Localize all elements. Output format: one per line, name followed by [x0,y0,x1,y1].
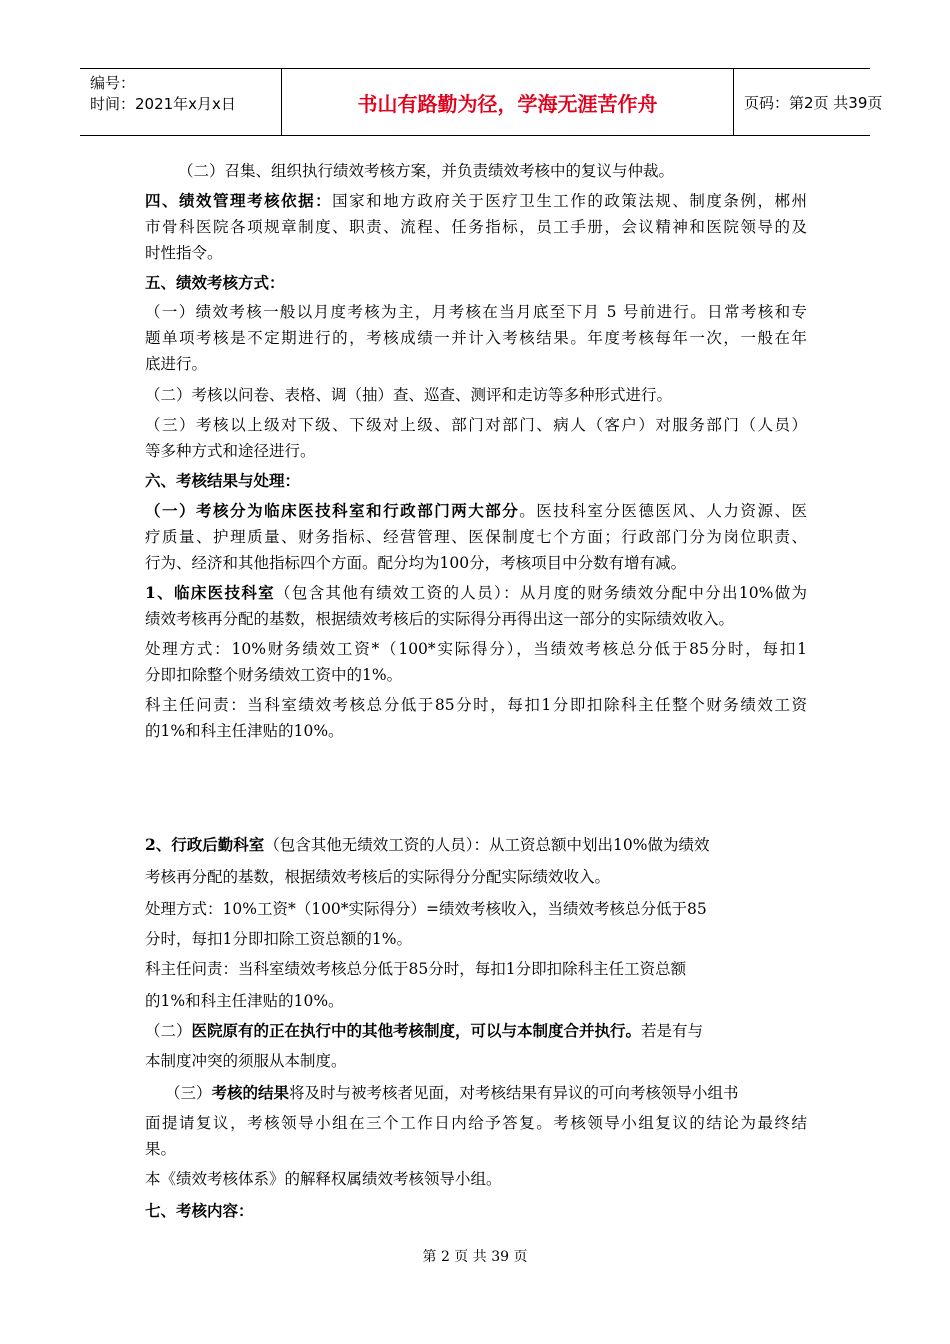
paragraph-line: （二）考核以问卷、表格、调（抽）查、巡查、测评和走访等多种形式进行。 [145,386,673,404]
paragraph-line: 时性指令。 [145,244,223,262]
paragraph-line: （二）医院原有的正在执行中的其他考核制度，可以与本制度合并执行。若是有与 [145,1021,704,1040]
paragraph-line: 果。 [145,1140,177,1158]
paragraph-line: 绩效考核再分配的基数，根据绩效考核后的实际得分再得出这一部分的实际绩效收入。 [145,610,735,628]
paragraph-line: 底进行。 [145,355,208,373]
paragraph-line: 题单项考核是不定期进行的，考核成绩一并计入考核结果。年度考核每年一次，一般在年 [145,329,807,347]
header-motto: 书山有路勤为径，学海无涯苦作舟 [282,69,734,135]
paragraph-line: 面提请复议，考核领导小组在三个工作日内给予答复。考核领导小组复议的结论为最终结 [145,1114,807,1132]
section-heading: 七、考核内容： [145,1201,254,1220]
paragraph-line: 处理方式：10%财务绩效工资*（100*实际得分），当绩效考核总分低于85分时，每扣1 [145,640,807,658]
section-heading: 五、绩效考核方式： [145,273,285,292]
document-date: 时间：2021年x月x日 [90,95,236,113]
paragraph-line: 市骨科医院各项规章制度、职责、流程、任务指标，员工手册，会议精神和医院领导的及 [145,218,807,236]
paragraph-line: 行为、经济和其他指标四个方面。配分均为100分，考核项目中分数有增有减。 [145,554,687,572]
paragraph-line: 处理方式：10%工资*（100*实际得分）=绩效考核收入，当绩效考核总分低于85 [145,900,707,918]
paragraph-line: 分时，每扣1分即扣除工资总额的1%。 [145,930,412,948]
paragraph-line: 本制度冲突的须服从本制度。 [145,1052,347,1070]
page-header [80,68,883,136]
paragraph-line: 考核再分配的基数，根据绩效考核后的实际得分分配实际绩效收入。 [145,868,611,886]
section-heading: 四、绩效管理考核依据： [145,191,333,210]
header-page-info: 页码：第2页 共39页 [744,93,883,112]
paragraph-line: 科主任问责：当科室绩效考核总分低于85分时，每扣1分即扣除科主任工资总额 [145,960,687,978]
header-meta [80,69,282,135]
paragraph-line: 的1%和科主任津贴的10%。 [145,722,344,740]
section-heading: 六、考核结果与处理： [145,471,301,490]
paragraph-line: 1、临床医技科室（包含其他有绩效工资的人员）：从月度的财务绩效分配中分出10%做为 [145,583,807,602]
paragraph-line: 四、绩效管理考核依据：国家和地方政府关于医疗卫生工作的政策法规、制度条例，郴州 [145,191,807,210]
paragraph-line: （一）考核分为临床医技科室和行政部门两大部分。医技科室分医德医风、人力资源、医 [145,501,807,520]
document-number-label: 编号： [90,74,136,92]
paragraph-line: 2、行政后勤科室（包含其他无绩效工资的人员）：从工资总额中划出10%做为绩效 [145,835,710,854]
paragraph-line: 疗质量、护理质量、财务指标、经营管理、医保制度七个方面；行政部门分为岗位职责、 [145,528,807,546]
paragraph-line: （二）召集、组织执行绩效考核方案，并负责绩效考核中的复议与仲裁。 [178,162,675,180]
page-footer: 第 2 页 共 39 页 [422,1249,528,1265]
paragraph-line: （三）考核以上级对下级、下级对上级、部门对部门、病人（客户）对服务部门（人员） [145,416,807,434]
paragraph-line: 的1%和科主任津贴的10%。 [145,992,344,1010]
paragraph-line: （三）考核的结果将及时与被考核者见面，对考核结果有异议的可向考核领导小组书 [165,1083,739,1102]
paragraph-line: 科主任问责：当科室绩效考核总分低于85分时，每扣1分即扣除科主任整个财务绩效工资 [145,696,807,714]
paragraph-line: 等多种方式和途径进行。 [145,442,316,460]
paragraph-line: 分即扣除整个财务绩效工资中的1%。 [145,666,403,684]
paragraph-line: 本《绩效考核体系》的解释权属绩效考核领导小组。 [145,1170,502,1188]
paragraph-line: （一）绩效考核一般以月度考核为主，月考核在当月底至下月 5 号前进行。日常考核和专 [145,303,807,321]
